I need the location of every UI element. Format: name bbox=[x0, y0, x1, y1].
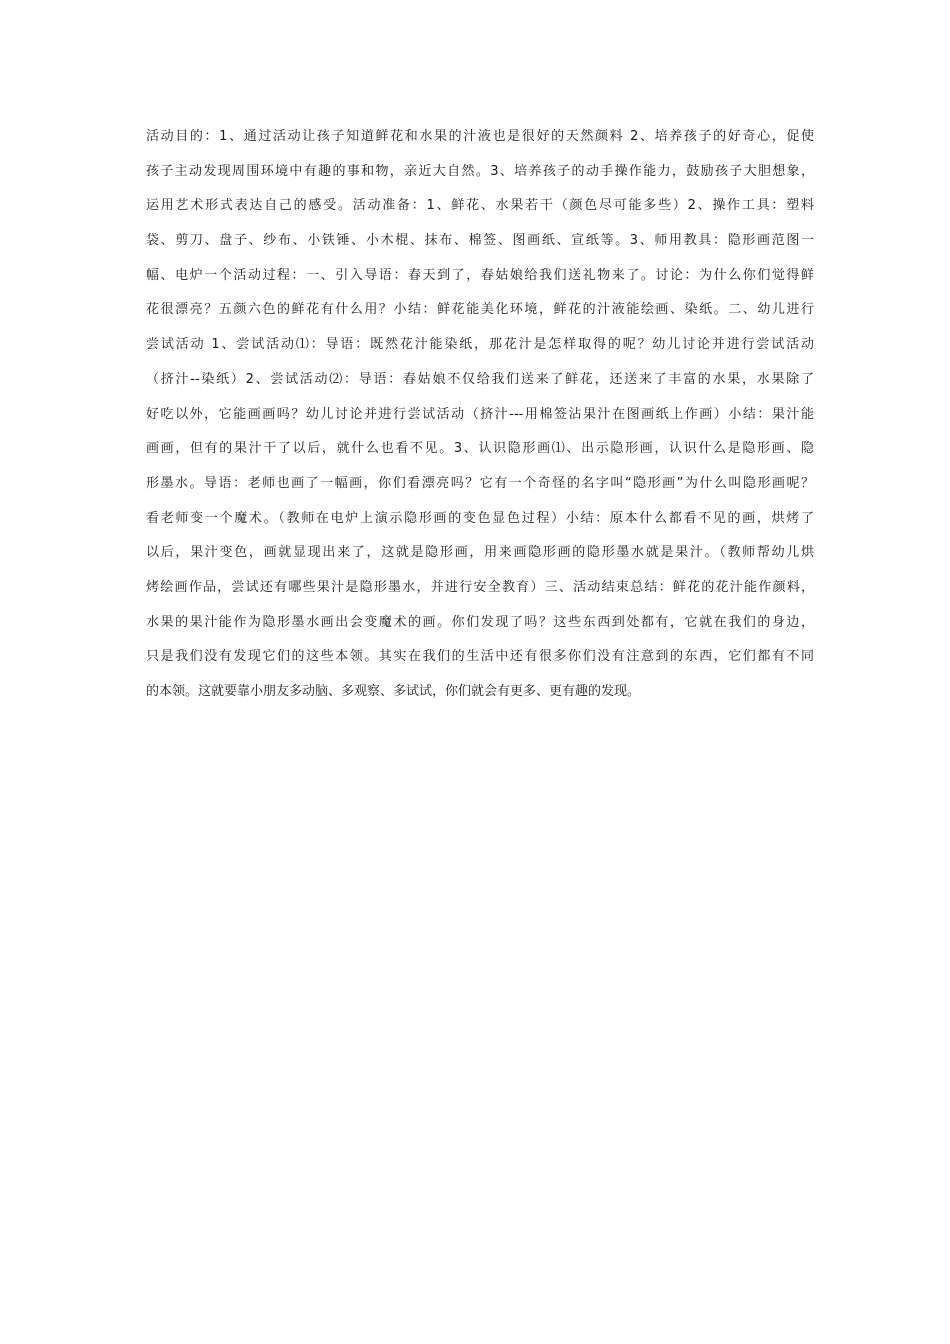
text-line: 以后，果汁变色，画就显现出来了，这就是隐形画，用来画隐形画的隐形墨水就是果汁。（教师帮幼儿烘 bbox=[146, 545, 814, 561]
text-line: 画画，但有的果汁干了以后，就什么也看不见。3、认识隐形画⑴、出示隐形画，认识什么是隐形画、隐 bbox=[146, 441, 814, 457]
text-line: 活动目的：1、通过活动让孩子知道鲜花和水果的汁液也是很好的天然颜料 2、培养孩子的好奇心，促使 bbox=[146, 129, 814, 144]
text-line: （挤汁--染纸）2、尝试活动⑵：导语：春姑娘不仅给我们送来了鲜花，还送来了丰富的水果，水果除了 bbox=[146, 371, 814, 387]
text-line: 尝试活动 1、尝试活动⑴：导语：既然花汁能染纸，那花汁是怎样取得的呢？幼儿讨论并进行尝试活动 bbox=[146, 337, 814, 353]
text-line: 烤绘画作品，尝试还有哪些果汁是隐形墨水，并进行安全教育）三、活动结束总结：鲜花的花汁能作颜料， bbox=[146, 579, 814, 595]
text-line: 好吃以外，它能画画吗？幼儿讨论并进行尝试活动（挤汁---用棉签沾果汁在图画纸上作画）小结：果汁能 bbox=[146, 406, 814, 422]
text-line: 袋、剪刀、盘子、纱布、小铁锤、小木棍、抹布、棉签、图画纸、宣纸等。3、师用教具：隐形画范图一 bbox=[146, 233, 814, 249]
text-line: 只是我们没有发现它们的这些本领。其实在我们的生活中还有很多你们没有注意到的东西，它们都有不同 bbox=[146, 649, 814, 665]
document-body bbox=[146, 120, 814, 710]
text-line: 运用艺术形式表达自己的感受。活动准备：1、鲜花、水果若干（颜色尽可能多些）2、操作工具：塑料 bbox=[146, 198, 814, 214]
text-line: 看老师变一个魔术。（教师在电炉上演示隐形画的变色显色过程）小结：原本什么都看不见的画，烘烤了 bbox=[146, 510, 814, 526]
text-line: 幅、电炉一个活动过程：一、引入导语：春天到了，春姑娘给我们送礼物来了。讨论：为什么你们觉得鲜 bbox=[146, 267, 814, 283]
text-line: 形墨水。导语：老师也画了一幅画，你们看漂亮吗？它有一个奇怪的名字叫“隐形画”为什么叫隐形画呢？ bbox=[146, 475, 814, 491]
text-line-last: 的本领。这就要靠小朋友多动脑、多观察、多试试，你们就会有更多、更有趣的发现。 bbox=[146, 684, 641, 699]
text-line: 花很漂亮？五颜六色的鲜花有什么用？小结：鲜花能美化环境，鲜花的汁液能绘画、染纸。二、幼儿进行 bbox=[146, 302, 814, 318]
text-line: 孩子主动发现周围环境中有趣的事和物，亲近大自然。3、培养孩子的动手操作能力，鼓励孩子大胆想象， bbox=[146, 163, 814, 179]
text-line: 水果的果汁能作为隐形墨水画出会变魔术的画。你们发现了吗？这些东西到处都有，它就在我们的身边， bbox=[146, 614, 814, 630]
